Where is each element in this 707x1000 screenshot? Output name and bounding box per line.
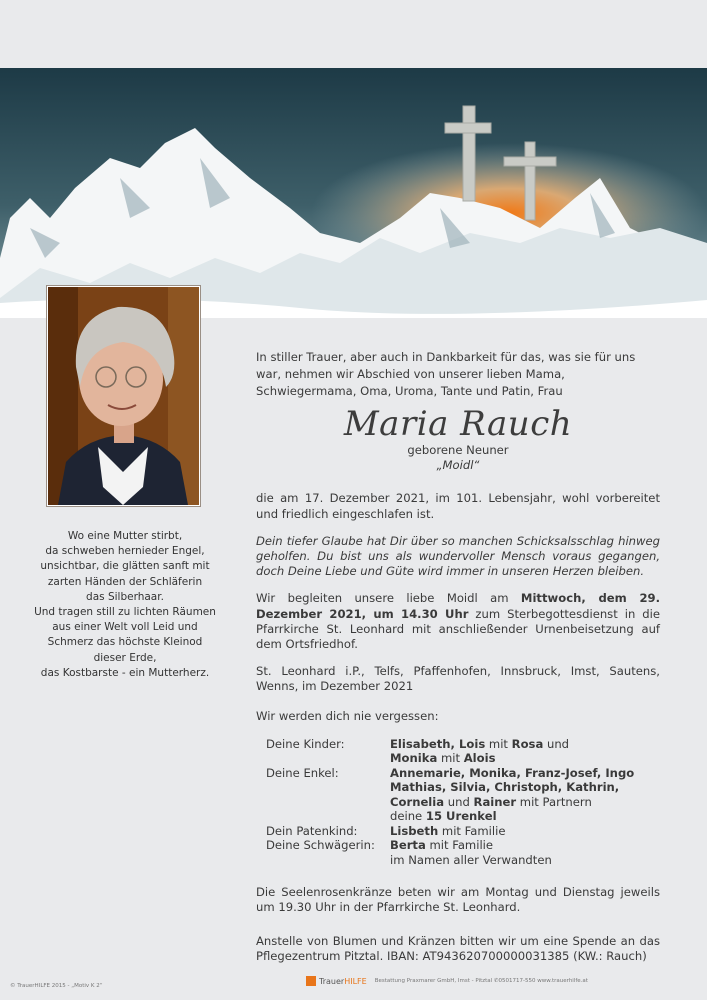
poem-line: zarten Händen der Schläferin	[47, 575, 203, 588]
relatives-label: Deine Schwägerin:	[266, 838, 375, 853]
relatives-label: Dein Patenkind:	[266, 823, 358, 838]
list-item	[266, 838, 660, 867]
donation-text: Anstelle von Blumen und Kränzen bitten wir um eine Spende an das Pflegezentrum Pitztal. IBAN: AT943620700000031385 (KW.: Rauch)	[256, 933, 660, 963]
funeral-text	[256, 591, 660, 652]
relatives-names: Mathias, Silvia, Christoph, Kathrin,	[390, 780, 620, 795]
relatives-names: Lisbeth mit Familie	[390, 823, 506, 838]
copyright-text: © TrauerHILFE 2015 - „Motiv K 2“	[10, 983, 103, 989]
relatives-label: Deine Enkel:	[266, 765, 339, 780]
list-item	[266, 766, 660, 824]
portrait-photo	[47, 286, 200, 506]
brand-name: TrauerHILFE	[319, 976, 367, 986]
poem-line: das Silberhaar.	[86, 590, 164, 603]
company-footer	[306, 976, 588, 986]
relatives-names: Elisabeth, Lois mit Rosa und	[390, 736, 570, 751]
relatives-names: Cornelia und Rainer mit Partnern	[390, 794, 592, 809]
list-item	[266, 824, 660, 839]
nickname: „Moidl“	[436, 458, 480, 473]
death-notice	[256, 349, 660, 964]
death-date-text: die am 17. Dezember 2021, im 101. Lebensjahr, wohl vorbereitet und friedlich eingeschlafen ist.	[256, 491, 660, 521]
relatives-names: Monika mit Alois	[390, 751, 496, 766]
poem-line: dieser Erde,	[93, 651, 157, 664]
relatives-list	[266, 737, 660, 868]
relatives-label: Deine Kinder:	[266, 736, 345, 751]
birth-name: geborene Neuner	[407, 443, 509, 458]
relatives-names: Berta mit Familie	[390, 838, 494, 853]
never-forget-text: Wir werden dich nie vergessen:	[256, 708, 439, 723]
brand-logo-icon	[306, 976, 316, 986]
poem	[20, 529, 230, 681]
poem-line: unsichtbar, die glätten sanft mit	[40, 560, 210, 573]
company-info: Bestattung Praxmarer GmbH, Imst - Pitztal ✆0501717-550 www.trauerhilfe.at	[374, 978, 588, 984]
poem-line: Und tragen still zu lichten Räumen	[34, 606, 216, 619]
poem-line: das Kostbarste - ein Mutterherz.	[40, 666, 210, 679]
funeral-post: zum Sterbegottesdienst in die Pfarrkirche St. Leonhard mit anschließender Urnenbeisetzung auf dem Ortsfriedhof.	[256, 606, 660, 652]
relatives-names: im Namen aller Verwandten	[390, 852, 552, 867]
places-text: St. Leonhard i.P., Telfs, Pfaffenhofen, Innsbruck, Imst, Sautens, Wenns, im Dezember 2021	[256, 664, 660, 694]
rosary-text: Die Seelenrosenkränze beten wir am Montag und Dienstag jeweils um 19.30 Uhr in der Pfarrkirche St. Leonhard.	[256, 885, 660, 915]
poem-line: da schweben hernieder Engel,	[45, 545, 205, 558]
poem-line: Schmerz das höchste Kleinod	[47, 636, 203, 649]
funeral-pre: Wir begleiten unsere liebe Moidl am	[256, 591, 521, 606]
deceased-name: Maria Rauch	[343, 404, 573, 445]
funeral-date: Mittwoch, dem 29. Dezember 2021, um 14.30 Uhr	[256, 591, 661, 621]
poem-line: aus einer Welt voll Leid und	[52, 621, 198, 634]
faith-text: Dein tiefer Glaube hat Dir über so manchen Schicksalsschlag hinweg geholfen. Du bist uns als wundervoller Mensch voraus gegangen, doch Deine Liebe und Güte wird immer in unseren Herzen bleiben.	[256, 533, 660, 579]
poem-line: Wo eine Mutter stirbt,	[67, 530, 183, 542]
intro-text: In stiller Trauer, aber auch in Dankbarkeit für das, was sie für uns war, nehmen wir Abschied von unserer lieben Mama, Schwiegermama, Oma, Uroma, Tante und Patin, Frau	[256, 350, 636, 398]
relatives-names: Annemarie, Monika, Franz-Josef, Ingo	[390, 765, 635, 780]
list-item	[266, 737, 660, 766]
relatives-names: deine 15 Urenkel	[390, 809, 497, 824]
mountain-crosses-banner	[0, 68, 707, 318]
